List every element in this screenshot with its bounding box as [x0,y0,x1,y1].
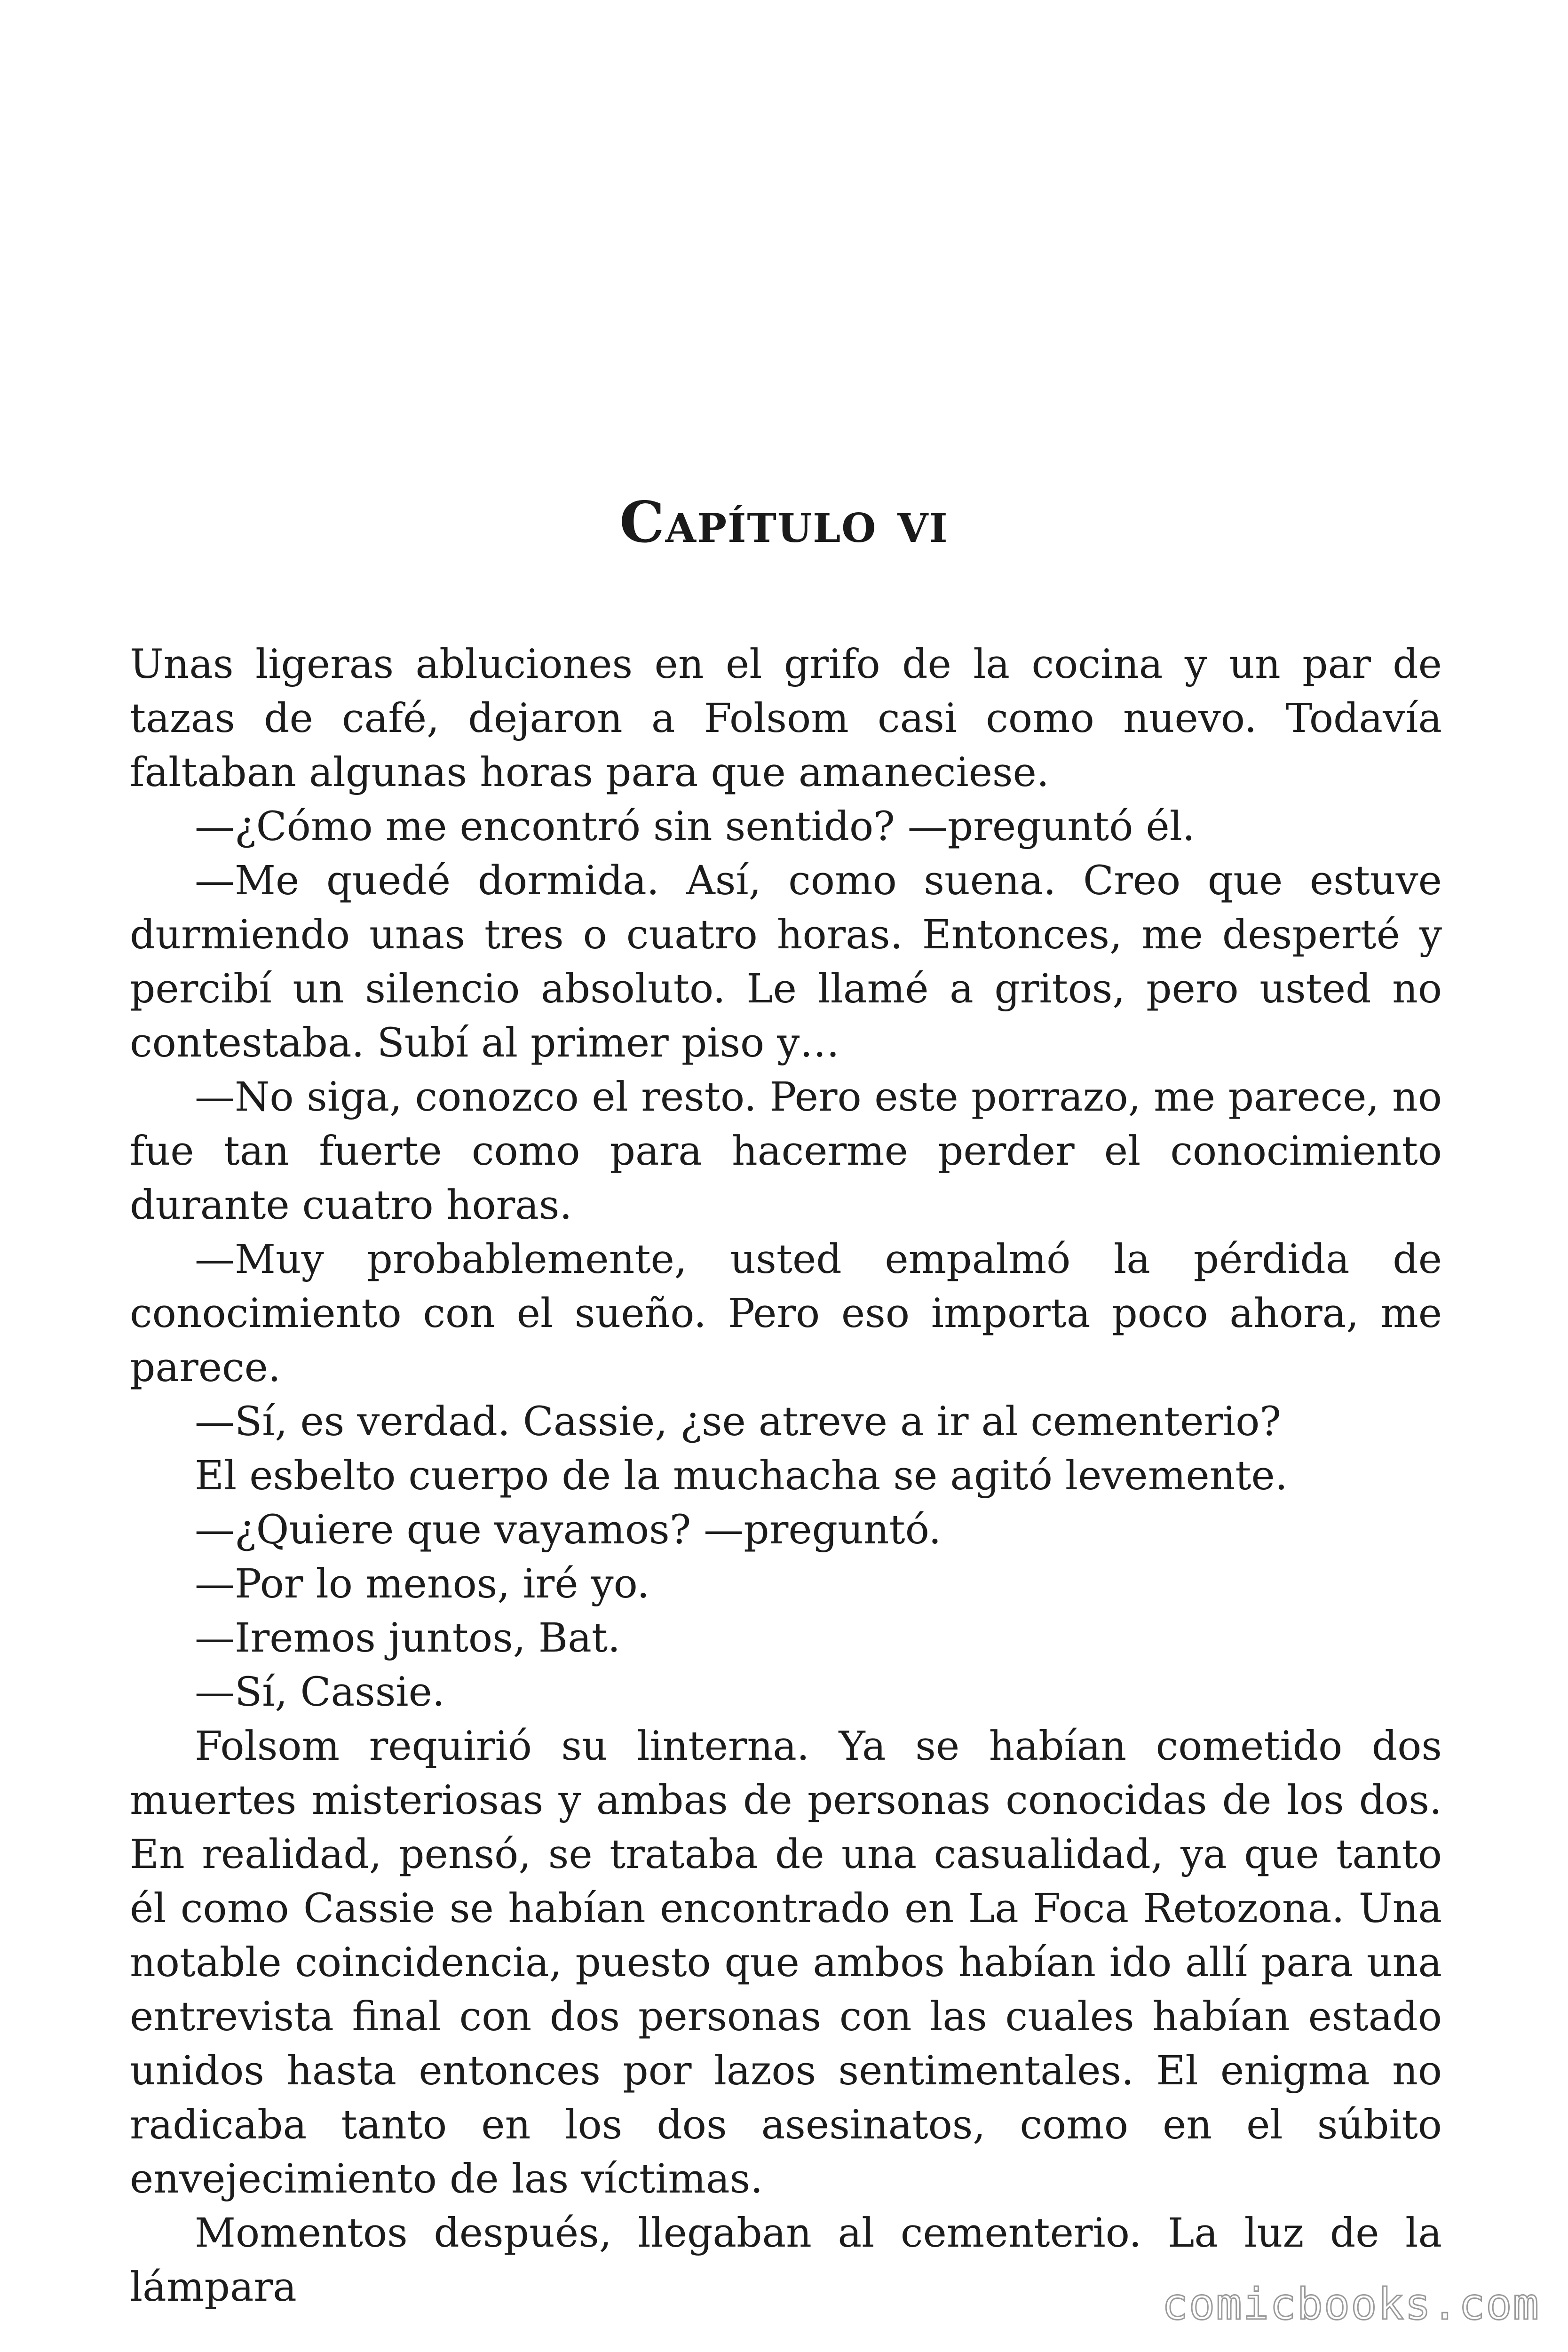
paragraph: Unas ligeras abluciones en el grifo de la cocina y un par de tazas de café, dejaron a Folsom casi como nuevo. Todavía faltaban algunas horas para que amaneciese. [130,641,1442,796]
paragraph: El esbelto cuerpo de la muchacha se agitó levemente. [195,1453,1288,1499]
paragraph: Momentos después, llegaban al cementerio. La luz de la lámpara [130,2210,1442,2311]
paragraph: —Sí, es verdad. Cassie, ¿se atreve a ir al cementerio? [195,1398,1281,1445]
chapter-title: Capítulo vi [619,489,949,556]
paragraph: —¿Quiere que vayamos? —preguntó. [195,1507,942,1553]
paragraph: —Me quedé dormida. Así, como suena. Creo que estuve durmiendo unas tres o cuatro horas. Entonces, me desperté y percibí un silencio absoluto. Le llamé a gritos, pero usted no contestaba. Subí al primer piso y… [130,858,1442,1066]
paragraph: Folsom requirió su linterna. Ya se habían cometido dos muertes misteriosas y ambas de personas conocidas de los dos. En realidad, pensó, se trataba de una casualidad, ya que tanto él como Cassie se habían encontrado en La Foca Retozona. Una notable coincidencia, puesto que ambos habían ido allí para una entrevista final con dos personas con las cuales habían estado unidos hasta entonces por lazos sentimentales. El enigma no radicaba tanto en los dos asesinatos, como en el súbito envejecimiento de las víctimas. [130,1723,1442,2202]
paragraph: —Sí, Cassie. [195,1669,445,1716]
paragraph: —Por lo menos, iré yo. [195,1561,650,1607]
paragraph: —¿Cómo me encontró sin sentido? —preguntó él. [195,803,1195,850]
chapter-body [130,637,1442,2314]
paragraph: —Iremos juntos, Bat. [195,1615,621,1661]
paragraph: —No siga, conozco el resto. Pero este porrazo, me parece, no fue tan fuerte como para hacerme perder el conocimiento durante cuatro horas. [130,1074,1442,1229]
watermark: comicbooks.com [1162,2279,1540,2329]
paragraph: —Muy probablemente, usted empalmó la pérdida de conocimiento con el sueño. Pero eso importa poco ahora, me parece. [130,1236,1442,1391]
